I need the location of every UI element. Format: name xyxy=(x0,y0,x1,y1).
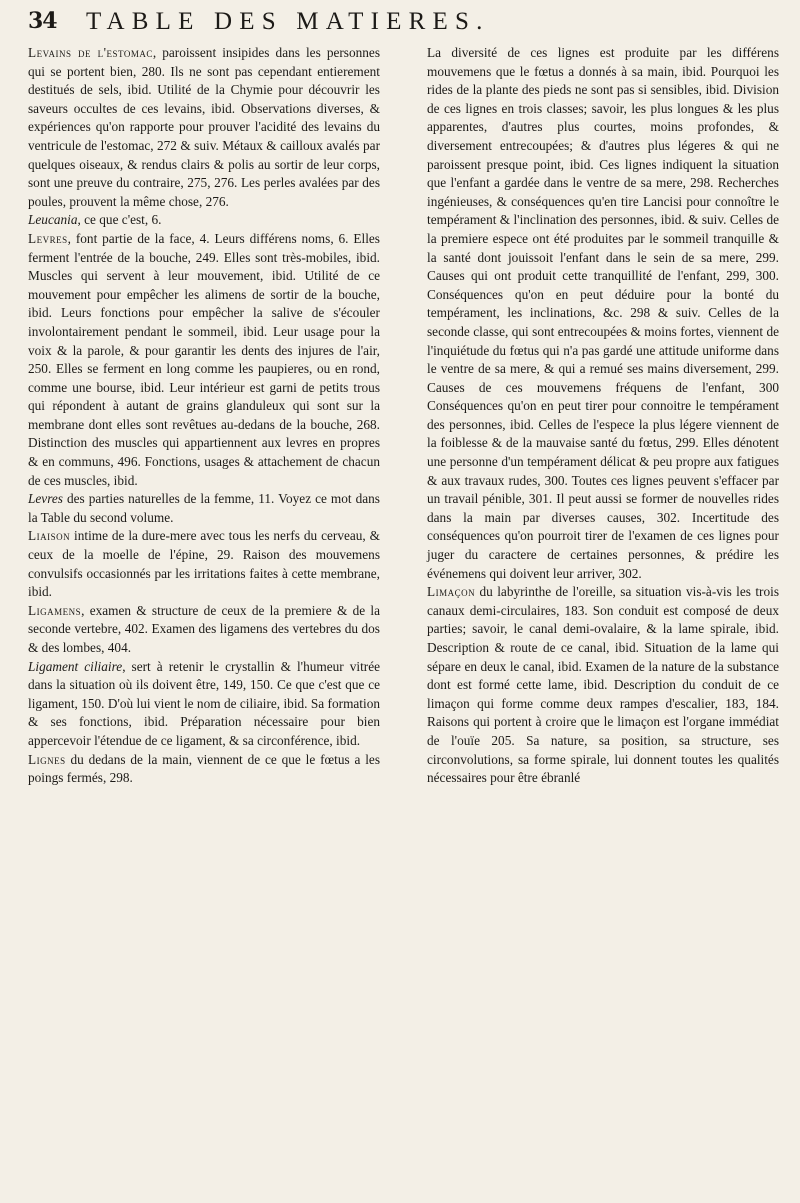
index-entry xyxy=(28,211,380,230)
page-header xyxy=(28,4,780,44)
entry-text: , sert à retenir le crystallin & l'humeur vitrée dans la situation où ils doivent être, 149, 150. Ce que c'est que ce ligament, 150. D'où lui vient le nom de ciliaire, ibid. Sa formation & ses fonctions, ibid. Préparation nécessaire pour bien appercevoir l'étendue de ce ligament, & sa circonférence, ibid. xyxy=(28,658,380,748)
entry-heading: Levres xyxy=(28,491,63,507)
entry-text: La diversité de ces lignes est produite par les différens mouvemens que le fœtus a donnés à sa main, ibid. Pourquoi les rides de la plante des pieds ne sont pas si sensibles, ibid. Division de ces lignes en trois classes; savoir, les plus longues & les plus apparentes, d'autres plus courtes, moins profondes, & diversement entrecoupées; & d'autres plus légeres & qui ne paroissent presque point, ibid. Ces lignes indiquent la situation que l'enfant a gardée dans le ventre de sa mere, 298. Recherches ingénieuses, & conséquences qu'en tire Lancisi pour connoître le tempérament & l'inclination des personnes, ibid. & suiv. Celles de la premiere espece ont été produites par le sommeil tranquille & la santé dont jouissoit l'enfant dans le sein de sa mere, 299. Causes qui ont produit cette tranquillité de l'enfant, 299, 300. Conséquences qu'on en peut déduire pour la bonté du tempérament, les inclinations, &c. 298 & suiv. Celles de la seconde classe, qui sont entrecoupées & moins fortes, viennent de l'inquiétude du fœtus qui n'a pas gardé une attitude uniforme dans le ventre de sa mere, & qui a remué ses mains diversement, 299. Causes de ces mouvemens fréquens de l'enfant, 300 Conséquences qu'on en peut tirer pour connoitre le tempérament des personnes, ibid. Celles de l'espece la plus légere viennent de la foiblesse & de la mauvaise santé du fœtus, 299. Elles dénotent une personne d'un tempérament délicat & peu propre aux fatigues & aux travaux rudes, 300. Toutes ces lignes peuvent s'effacer par un travail pénible, 301. Il peut aussi se former de nouvelles rides dans la main par diverses causes, 302. Incertitude des conséquences qu'on pourroit tirer de l'examen de ces lignes pour juger du caractere de certaines personnes, & prédire les événemens qui doivent leur arriver, 302. xyxy=(427,45,779,581)
entry-text: du dedans de la main, viennent de ce que le fœtus a les poings fermés, 298. xyxy=(28,751,380,786)
entry-heading: Ligamens xyxy=(28,602,82,618)
left-column xyxy=(28,44,380,788)
right-column xyxy=(427,44,779,788)
entry-heading: Leucania xyxy=(28,212,78,228)
entry-text: , examen & structure de ceux de la premiere & de la seconde vertebre, 402. Examen des ligamens des vertebres du dos & des lombes, 404. xyxy=(28,602,380,655)
index-entry xyxy=(28,751,380,788)
index-entry xyxy=(28,658,380,751)
page-number: 34 xyxy=(28,8,57,34)
index-entry xyxy=(28,44,380,211)
index-entry xyxy=(28,490,380,527)
running-title: TABLE DES MATIERES. xyxy=(86,8,490,35)
entry-text: , paroissent insipides dans les personnes qui se portent bien, 280. Ils ne sont pas cependant entierement destitués de sels, ibid. Utilité de la Chymie pour découvrir les saveurs occultes de ces levains, ibid. Observations diverses, & expériences qu'on rapporte pour prouver l'acidité des levains du ventricule de l'estomac, 272 & suiv. Métaux & cailloux avalés par quelques oiseaux, & rendus clairs & polis au sortir de leur corps, sont une preuve du contraire, 275, 276. Les perles avalées par des poules, prouvent la même chose, 276. xyxy=(28,45,380,209)
index-entry xyxy=(427,583,779,788)
entry-text: , ce que c'est, 6. xyxy=(77,212,162,228)
index-entry xyxy=(28,602,380,658)
entry-text: des parties naturelles de la femme, 11. Voyez ce mot dans la Table du second volume. xyxy=(28,491,380,525)
entry-heading: Ligament ciliaire xyxy=(28,658,123,674)
index-entry xyxy=(427,44,779,583)
entry-heading: Levres xyxy=(28,230,68,246)
entry-heading: Liaison xyxy=(28,528,71,544)
entry-text: intime de la dure-mere avec tous les nerfs du cerveau, & ceux de la moelle de l'épine, 29. Raison des mouvemens convulsifs occasionnés par les irritations faites à cette membrane, ibid. xyxy=(28,528,380,600)
entry-heading: Lignes xyxy=(28,751,66,767)
entry-heading: Levains de l'estomac xyxy=(28,45,153,60)
index-entry xyxy=(28,230,380,490)
entry-heading: Limaçon xyxy=(427,584,476,600)
entry-text: du labyrinthe de l'oreille, sa situation vis-à-vis les trois canaux demi-circulaires, 183. Son conduit est composé de deux parties; savoir, le canal demi-ovalaire, & la lame spirale, ibid. Description & route de ce canal, ibid. Situation de la lame qui sépare en deux le canal, ibid. Examen de la nature de la substance dont est formé cette lame, ibid. Description du conduit de ce limaçon qui forme comme deux rampes d'escalier, 183, 184. Raisons qui portent à croire que le limaçon est l'organe immédiat de l'ouïe 205. Sa nature, sa position, sa structure, ses circonvolutions, sa forme spirale, lui donnent toutes les qualités nécessaires pour être ébranlé xyxy=(427,584,779,786)
entry-text: , font partie de la face, 4. Leurs différens noms, 6. Elles ferment l'entrée de la bouche, 249. Elles sont très-mobiles, ibid. Muscles qui servent à leur mouvement, ibid. Utilité de ce mouvement pour empêcher les alimens de sortir de la bouche, ibid. Leurs fonctions pour empêcher la salive de s'écouler involontairement pendant le sommeil, ibid. Leur usage pour la voix & la parole, & pour garantir les dents des injures de l'air, 250. Elles se ferment en long comme les paupieres, ou en rond, comme une bourse, ibid. Leur intérieur est garni de petits trous qui répondent à autant de grains glanduleux qui sont sur la membrane dont elles sont revêtues au-dedans de la bouche, 268. Distinction des muscles qui appartiennent aux levres en propres & en communs, 496. Fonctions, usages & attachement de chacun de ces muscles, ibid. xyxy=(28,230,380,488)
index-entry xyxy=(28,527,380,601)
